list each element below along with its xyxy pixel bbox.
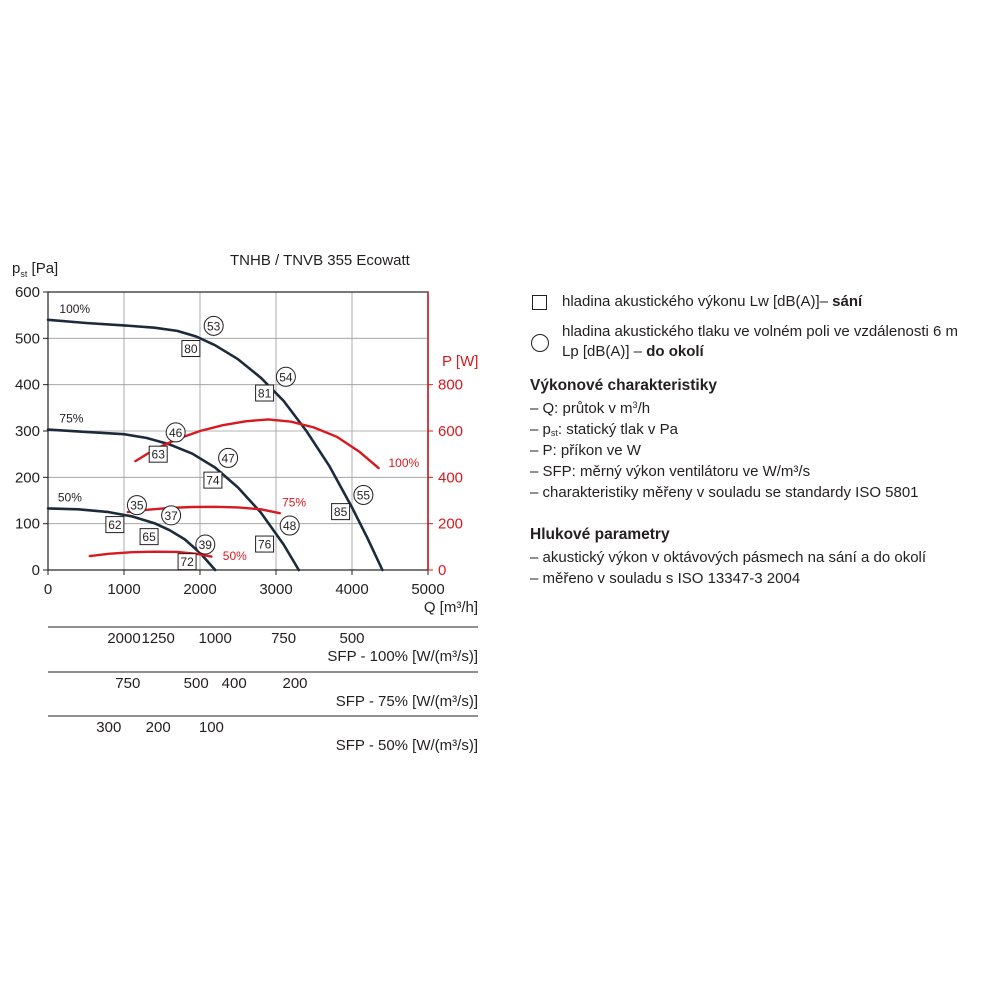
y2-tick-label: 200 (438, 515, 464, 533)
sfp-tick-label: 100 (198, 719, 224, 736)
y-axis-label-unit: [Pa] (27, 260, 59, 277)
x-tick-label: 4000 (335, 581, 369, 598)
legend-square-bold: sání (832, 293, 863, 310)
legend-circle-line1: hladina akustického tlaku ve volném poli ve vzdálenosti 6 m (562, 323, 959, 340)
pressure-curve-100% (48, 320, 382, 570)
y2-tick-label: 600 (438, 423, 464, 440)
circle-marker-icon (531, 334, 549, 352)
performance-power: – P: příkon ve W (530, 442, 641, 459)
sound-pressure-marker-value: 54 (279, 370, 293, 385)
sfp-scale-label: SFP - 75% [W/(m³/s)] (335, 693, 478, 710)
x-tick-label: 2000 (183, 581, 217, 598)
noise-item-2: – měřeno v souladu s ISO 13347-3 2004 (530, 570, 801, 587)
p-desc: : statický tlak v Pa (557, 421, 678, 438)
chart-title: TNHB / TNVB 355 Ecowatt (230, 252, 410, 269)
sfp-tick-label: 2000 (107, 630, 141, 647)
legend-sound-power (530, 292, 998, 312)
noise-item-1: – akustický výkon v oktávových pásmech na sání a do okolí (530, 549, 927, 566)
x-tick-label: 1000 (107, 581, 141, 598)
y-axis-label-sub: st (20, 269, 28, 279)
performance-iso: – charakteristiky měřeny v souladu se standardy ISO 5801 (530, 484, 919, 501)
y-tick-label: 600 (14, 284, 40, 301)
sfp-tick-label: 1250 (141, 630, 175, 647)
sound-power-marker-value: 72 (180, 555, 194, 570)
p-text: – p (530, 421, 551, 438)
x-tick-label: 5000 (411, 581, 445, 598)
series-lines (48, 320, 382, 570)
sfp-tick-label: 750 (115, 675, 141, 692)
y2-tick-label: 800 (438, 376, 464, 394)
y-tick-label: 400 (14, 376, 40, 394)
sfp-tick-label: 750 (271, 630, 297, 647)
performance-p (530, 419, 998, 440)
legend-circle-bold: do okolí (646, 343, 704, 360)
series-label: 50% (57, 490, 82, 505)
y-tick-label: 300 (14, 423, 40, 440)
sound-power-marker-value: 62 (108, 518, 122, 533)
noise-markers (106, 316, 373, 569)
square-marker-icon (532, 295, 547, 310)
y-tick-label: 500 (14, 330, 40, 348)
x-tick-label: 3000 (259, 581, 293, 598)
series-label: 100% (59, 301, 91, 316)
series-label: 75% (282, 495, 307, 510)
legend-panel (530, 292, 998, 589)
sound-pressure-marker-value: 35 (130, 498, 144, 513)
chart-text (12, 252, 478, 616)
performance-title: Výkonové charakteristiky (530, 377, 717, 394)
legend-sound-pressure (530, 322, 998, 362)
y2-axis-label: P [W] (442, 353, 479, 370)
sfp-tick-label: 200 (145, 719, 171, 736)
q-sup: 3 (632, 400, 638, 410)
y-tick-label: 200 (14, 469, 40, 487)
sound-power-marker-value: 63 (151, 447, 165, 462)
p-sub: st (550, 428, 558, 438)
sound-power-marker-value: 81 (257, 386, 272, 401)
sound-pressure-marker-value: 53 (207, 319, 221, 334)
performance-sfp: – SFP: měrný výkon ventilátoru ve W/m³/s (530, 463, 811, 480)
y2-tick-label: 400 (438, 469, 464, 487)
sound-power-marker-value: 85 (333, 505, 348, 520)
sound-pressure-marker-value: 46 (169, 425, 183, 440)
y-axis-label: $p_{st}$ [Pa] (12, 260, 59, 279)
sound-pressure-marker-value: 37 (164, 508, 178, 523)
sfp-tick-label: 1000 (198, 630, 232, 647)
q-unit: /h (637, 400, 651, 417)
sfp-tick-label: 300 (96, 719, 122, 736)
legend-circle-line2: Lp [dB(A)] – (562, 343, 647, 360)
sound-pressure-marker-value: 55 (356, 488, 371, 503)
q-text: – Q: průtok v m (530, 400, 633, 417)
grid (48, 292, 428, 570)
noise-title: Hlukové parametry (530, 526, 670, 543)
sfp-tick-label: 400 (221, 675, 247, 692)
legend-square-text: hladina akustického výkonu Lw [dB(A)]– (562, 293, 833, 310)
performance-q (530, 398, 998, 419)
series-label: 50% (222, 548, 247, 563)
sfp-tick-label: 500 (339, 630, 365, 647)
sound-power-marker-value: 74 (206, 473, 220, 488)
sound-pressure-marker-value: 47 (221, 451, 235, 466)
sfp-tick-label: 500 (183, 675, 209, 692)
series-label: 75% (59, 411, 84, 426)
sfp-scale-label: SFP - 50% [W/(m³/s)] (335, 737, 478, 754)
series-label: 100% (388, 456, 420, 471)
y-tick-label: 0 (31, 562, 40, 579)
sound-power-marker-value: 76 (257, 537, 272, 552)
sound-pressure-marker-value: 48 (283, 519, 297, 534)
x-tick-label: 0 (43, 581, 53, 598)
y-tick-label: 100 (14, 515, 40, 533)
sound-power-marker-value: 80 (184, 342, 198, 357)
sound-power-marker-value: 65 (142, 530, 156, 545)
x-axis-label: Q [m³/h] (423, 599, 478, 616)
sound-pressure-marker-value: 39 (198, 538, 212, 553)
y2-tick-label: 0 (438, 562, 447, 579)
sfp-tick-label: 200 (282, 675, 308, 692)
sfp-scales (48, 627, 478, 754)
sfp-scale-label: SFP - 100% [W/(m³/s)] (327, 648, 478, 665)
